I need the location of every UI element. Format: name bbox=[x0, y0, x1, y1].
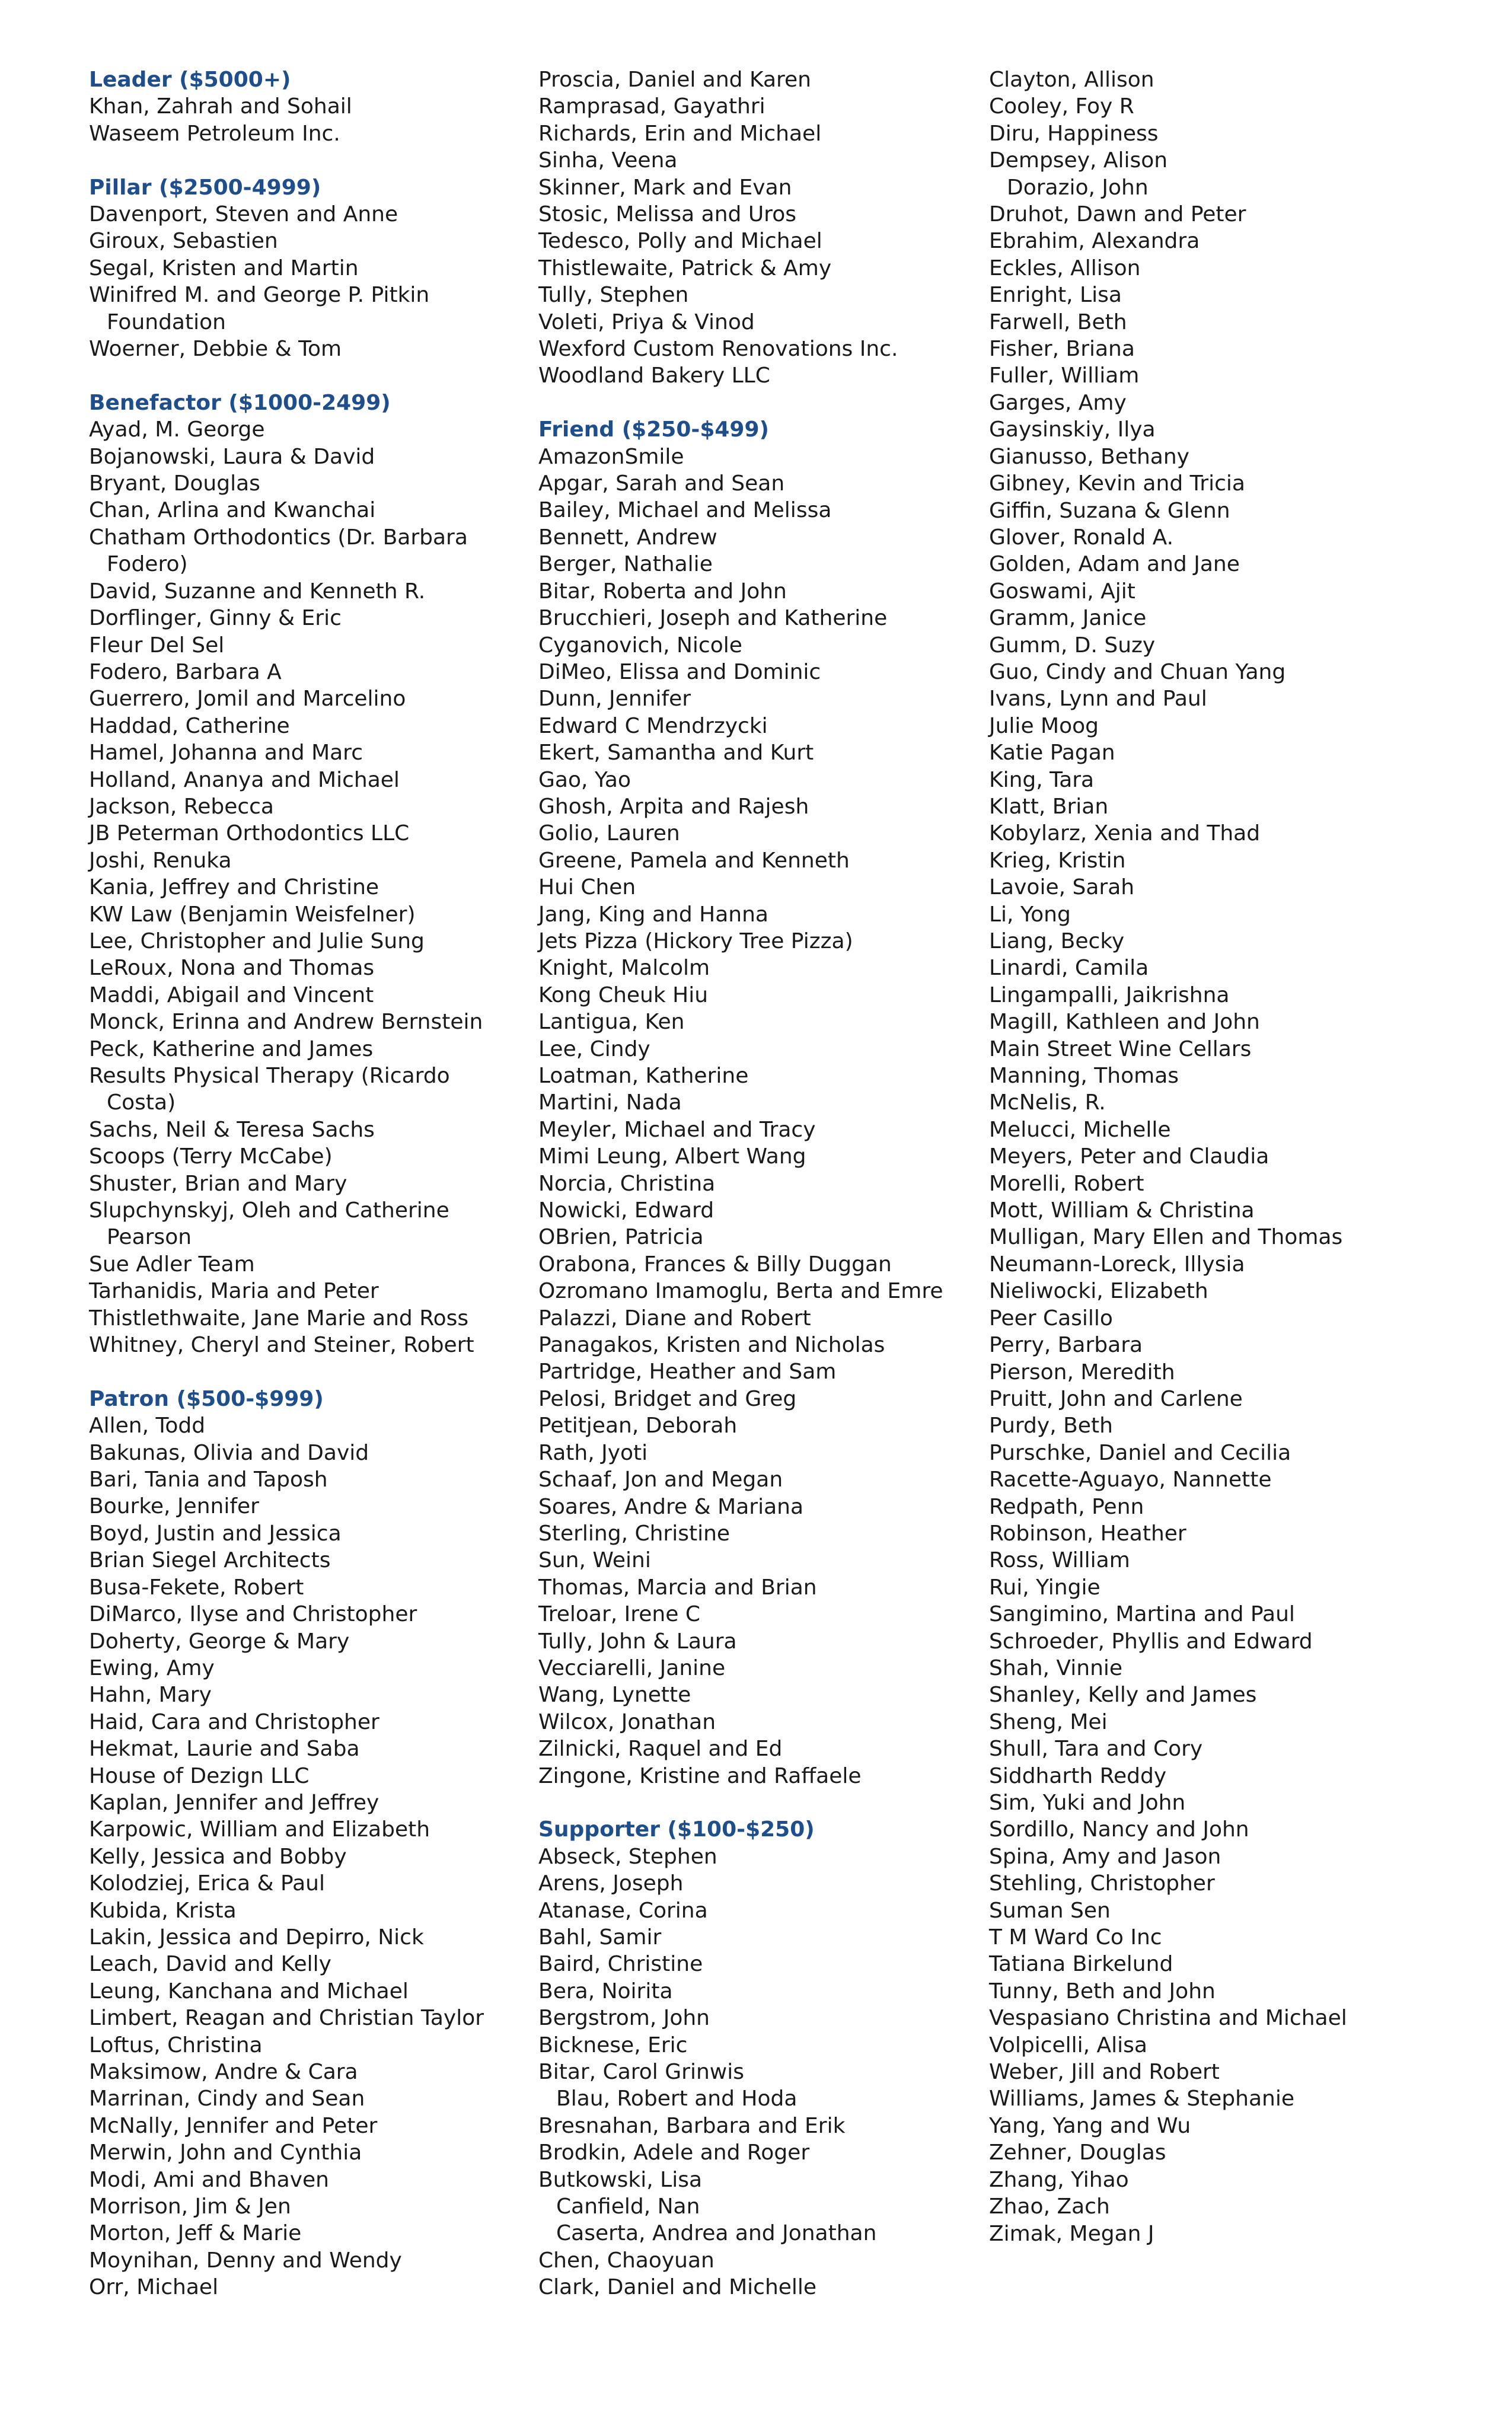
donor-entry: Lavoie, Sarah bbox=[989, 875, 1135, 900]
donor-section bbox=[89, 1386, 540, 2301]
donor-entry: Linardi, Camila bbox=[989, 956, 1149, 981]
donor-entry: Tully, John & Laura bbox=[538, 1629, 737, 1654]
donor-entry: Scoops (Terry McCabe) bbox=[89, 1144, 333, 1169]
donor-entry: Kobylarz, Xenia and Thad bbox=[989, 821, 1261, 846]
donor-entry: Kong Cheuk Hiu bbox=[538, 982, 709, 1007]
tier-heading: Pillar ($2500-4999) bbox=[89, 175, 321, 200]
donor-entry: Ghosh, Arpita and Rajesh bbox=[538, 794, 809, 819]
donor-entry: Loatman, Katherine bbox=[538, 1064, 749, 1089]
donor-entry: Clayton, Allison bbox=[989, 68, 1154, 92]
donor-entry: Manning, Thomas bbox=[989, 1064, 1179, 1089]
donor-entry: Guerrero, Jomil and Marcelino bbox=[89, 687, 406, 712]
donor-entry: Morton, Jeff & Marie bbox=[89, 2221, 302, 2246]
donor-entry: Sue Adler Team bbox=[89, 1252, 255, 1277]
donor-entry: Ekert, Samantha and Kurt bbox=[538, 741, 814, 765]
donor-entry: Gibney, Kevin and Tricia bbox=[989, 471, 1245, 496]
donor-entry: Jets Pizza (Hickory Tree Pizza) bbox=[538, 929, 853, 953]
donor-entry: Sun, Weini bbox=[538, 1548, 651, 1573]
donor-entry: Robinson, Heather bbox=[989, 1521, 1186, 1546]
donor-entry: David, Suzanne and Kenneth R. bbox=[89, 579, 426, 604]
donor-entry: Dempsey, Alison bbox=[989, 148, 1168, 173]
tier-heading: Supporter ($100-$250) bbox=[538, 1817, 815, 1842]
donor-entry: Schaaf, Jon and Megan bbox=[538, 1467, 783, 1492]
donor-entry: Bailey, Michael and Melissa bbox=[538, 498, 832, 523]
donor-entry: Zhao, Zach bbox=[989, 2194, 1110, 2219]
donor-entry: Lakin, Jessica and Depirro, Nick bbox=[89, 1925, 424, 1950]
donor-entry: Gao, Yao bbox=[538, 767, 631, 792]
donor-entry: Woodland Bakery LLC bbox=[538, 363, 770, 388]
donor-entry: Jackson, Rebecca bbox=[89, 794, 274, 819]
donor-entry: Perry, Barbara bbox=[989, 1333, 1143, 1358]
donor-entry: Magill, Kathleen and John bbox=[989, 1010, 1260, 1035]
donor-entry: Gaysinskiy, Ilya bbox=[989, 417, 1156, 442]
donor-entry: Sordillo, Nancy and John bbox=[989, 1817, 1249, 1842]
donor-entry: Sheng, Mei bbox=[989, 1709, 1108, 1734]
donor-entry: Joshi, Renuka bbox=[89, 848, 232, 873]
donor-entry: Leung, Kanchana and Michael bbox=[89, 1979, 409, 2004]
donor-entry: Abseck, Stephen bbox=[538, 1844, 717, 1869]
donor-entry: Ivans, Lynn and Paul bbox=[989, 687, 1207, 712]
donor-entry: Siddharth Reddy bbox=[989, 1763, 1167, 1788]
donor-entry: Costa) bbox=[107, 1090, 176, 1115]
donor-entry: Palazzi, Diane and Robert bbox=[538, 1306, 811, 1331]
donor-entry: Williams, James & Stephanie bbox=[989, 2087, 1295, 2111]
donor-entry: Ayad, M. George bbox=[89, 417, 265, 442]
donor-entry: Brian Siegel Architects bbox=[89, 1548, 331, 1573]
donor-entry: Chatham Orthodontics (Dr. Barbara bbox=[89, 525, 468, 550]
donor-entry: Busa-Fekete, Robert bbox=[89, 1575, 304, 1600]
donor-entry: Knight, Malcolm bbox=[538, 956, 710, 981]
donor-entry: Bresnahan, Barbara and Erik bbox=[538, 2113, 846, 2138]
donor-section bbox=[89, 66, 540, 147]
donor-entry: Bari, Tania and Taposh bbox=[89, 1467, 328, 1492]
donor-entry: Lee, Cindy bbox=[538, 1036, 650, 1061]
donor-entry: DiMeo, Elissa and Dominic bbox=[538, 659, 821, 684]
donor-entry: Bera, Noirita bbox=[538, 1979, 673, 2004]
donor-entry: Richards, Erin and Michael bbox=[538, 121, 822, 146]
donor-entry: Mimi Leung, Albert Wang bbox=[538, 1144, 806, 1169]
donor-entry: Meyler, Michael and Tracy bbox=[538, 1117, 816, 1142]
donor-entry: Pelosi, Bridget and Greg bbox=[538, 1386, 797, 1411]
donor-entry: Cooley, Foy R bbox=[989, 94, 1134, 119]
donor-entry: Shuster, Brian and Mary bbox=[89, 1171, 347, 1196]
donor-entry: Partridge, Heather and Sam bbox=[538, 1360, 837, 1384]
donor-entry: Davenport, Steven and Anne bbox=[89, 202, 398, 227]
donor-entry: Tunny, Beth and John bbox=[989, 1979, 1216, 2004]
donor-entry: Butkowski, Lisa bbox=[538, 2167, 703, 2192]
donor-entry: Volpicelli, Alisa bbox=[989, 2033, 1147, 2057]
donor-entry: Bicknese, Eric bbox=[538, 2033, 688, 2057]
donor-entry: Woerner, Debbie & Tom bbox=[89, 337, 342, 362]
donor-entry: Voleti, Priya & Vinod bbox=[538, 310, 755, 334]
donor-entry: Bakunas, Olivia and David bbox=[89, 1440, 369, 1465]
donor-entry: Baird, Christine bbox=[538, 1952, 703, 1977]
donor-entry: Tedesco, Polly and Michael bbox=[538, 229, 822, 254]
donor-entry: Shull, Tara and Cory bbox=[989, 1737, 1203, 1762]
donor-entry: Proscia, Daniel and Karen bbox=[538, 68, 811, 92]
donor-entry: Haid, Cara and Christopher bbox=[89, 1709, 379, 1734]
donor-section bbox=[538, 1816, 989, 2301]
donor-entry: Limbert, Reagan and Christian Taylor bbox=[89, 2006, 484, 2031]
donor-entry: Pierson, Meredith bbox=[989, 1360, 1175, 1384]
donor-entry: Ramprasad, Gayathri bbox=[538, 94, 765, 119]
donor-entry: Results Physical Therapy (Ricardo bbox=[89, 1064, 450, 1088]
donor-entry: Boyd, Justin and Jessica bbox=[89, 1521, 342, 1546]
donor-entry: Zingone, Kristine and Raffaele bbox=[538, 1763, 862, 1788]
donor-entry: Waseem Petroleum Inc. bbox=[89, 121, 340, 146]
donor-entry: Treloar, Irene C bbox=[538, 1602, 700, 1627]
donor-entry: Klatt, Brian bbox=[989, 794, 1109, 819]
donor-entry: Racette-Aguayo, Nannette bbox=[989, 1467, 1272, 1492]
donor-entry: Dunn, Jennifer bbox=[538, 687, 691, 712]
donor-entry: Lantigua, Ken bbox=[538, 1010, 685, 1035]
donor-entry: Morrison, Jim & Jen bbox=[89, 2194, 291, 2219]
donor-section bbox=[89, 390, 540, 1359]
donor-entry: Maddi, Abigail and Vincent bbox=[89, 982, 374, 1007]
donor-entry: Edward C Mendrzycki bbox=[538, 713, 768, 738]
donor-entry: Mulligan, Mary Ellen and Thomas bbox=[989, 1225, 1343, 1250]
donor-entry: Li, Yong bbox=[989, 902, 1071, 927]
donor-entry: Jang, King and Hanna bbox=[538, 902, 768, 927]
donor-entry: Hekmat, Laurie and Saba bbox=[89, 1737, 360, 1762]
column-3 bbox=[989, 66, 1440, 2247]
donor-entry: Karpowic, William and Elizabeth bbox=[89, 1817, 430, 1842]
donor-entry: Bryant, Douglas bbox=[89, 471, 260, 496]
donor-entry: Golden, Adam and Jane bbox=[989, 552, 1240, 577]
donor-entry: Fisher, Briana bbox=[989, 337, 1135, 362]
donor-entry: Hamel, Johanna and Marc bbox=[89, 741, 363, 765]
donor-entry: Bahl, Samir bbox=[538, 1925, 662, 1950]
donor-entry: Apgar, Sarah and Sean bbox=[538, 471, 785, 496]
tier-heading: Leader ($5000+) bbox=[89, 68, 291, 92]
donor-entry: Zehner, Douglas bbox=[989, 2140, 1166, 2165]
donor-entry: Khan, Zahrah and Sohail bbox=[89, 94, 352, 119]
donor-entry: Guo, Cindy and Chuan Yang bbox=[989, 659, 1286, 684]
donor-entry: Orr, Michael bbox=[89, 2275, 219, 2300]
donor-entry: Kolodziej, Erica & Paul bbox=[89, 1871, 325, 1896]
donor-entry: Garges, Amy bbox=[989, 390, 1127, 415]
donor-entry: Shanley, Kelly and James bbox=[989, 1683, 1257, 1708]
donor-entry: Clark, Daniel and Michelle bbox=[538, 2275, 817, 2300]
donor-entry: Morelli, Robert bbox=[989, 1171, 1144, 1196]
donor-entry: House of Dezign LLC bbox=[89, 1763, 310, 1788]
donor-entry: Sim, Yuki and John bbox=[989, 1791, 1186, 1815]
donor-entry: Whitney, Cheryl and Steiner, Robert bbox=[89, 1333, 474, 1358]
donor-entry: Ebrahim, Alexandra bbox=[989, 229, 1200, 254]
donor-entry: Atanase, Corina bbox=[538, 1898, 708, 1923]
donor-entry: Zhang, Yihao bbox=[989, 2167, 1129, 2192]
donor-entry: Tarhanidis, Maria and Peter bbox=[89, 1279, 379, 1304]
column-2 bbox=[538, 66, 989, 2301]
donor-entry: Druhot, Dawn and Peter bbox=[989, 202, 1246, 227]
donor-entry: Meyers, Peter and Claudia bbox=[989, 1144, 1269, 1169]
donor-entry: Thistlethwaite, Jane Marie and Ross bbox=[89, 1306, 469, 1331]
donor-entry: Purschke, Daniel and Cecilia bbox=[989, 1440, 1291, 1465]
donor-entry: Spina, Amy and Jason bbox=[989, 1844, 1221, 1869]
donor-entry: Greene, Pamela and Kenneth bbox=[538, 848, 850, 873]
donor-entry: Holland, Ananya and Michael bbox=[89, 767, 400, 792]
donor-entry: Golio, Lauren bbox=[538, 821, 680, 846]
donor-entry: McNally, Jennifer and Peter bbox=[89, 2113, 378, 2138]
donor-entry: Giffin, Suzana & Glenn bbox=[989, 498, 1230, 523]
donor-entry: Sangimino, Martina and Paul bbox=[989, 1602, 1295, 1627]
donor-entry: Modi, Ami and Bhaven bbox=[89, 2167, 329, 2192]
donor-entry: Fleur Del Sel bbox=[89, 633, 225, 658]
donor-entry: Arens, Joseph bbox=[538, 1871, 684, 1896]
donor-entry: Kaplan, Jennifer and Jeffrey bbox=[89, 1790, 379, 1815]
donor-entry: King, Tara bbox=[989, 767, 1095, 792]
donor-entry: Suman Sen bbox=[989, 1898, 1111, 1923]
donor-entry: Enright, Lisa bbox=[989, 283, 1122, 308]
donor-entry: Rath, Jyoti bbox=[538, 1440, 648, 1465]
donor-section bbox=[538, 416, 989, 1789]
donor-entry: Ewing, Amy bbox=[89, 1655, 215, 1680]
donor-entry: Sinha, Veena bbox=[538, 148, 678, 173]
donor-entry: Winifred M. and George P. Pitkin bbox=[89, 283, 430, 308]
donor-entry: Kelly, Jessica and Bobby bbox=[89, 1844, 347, 1869]
donor-entry: Marrinan, Cindy and Sean bbox=[89, 2087, 365, 2111]
donor-entry: Lee, Christopher and Julie Sung bbox=[89, 929, 425, 953]
donor-entry: Goswami, Ajit bbox=[989, 579, 1135, 604]
donor-entry: Nieliwocki, Elizabeth bbox=[989, 1279, 1208, 1304]
donor-entry: Lingampalli, Jaikrishna bbox=[989, 982, 1230, 1007]
tier-heading: Friend ($250-$499) bbox=[538, 417, 769, 442]
donor-entry: Farwell, Beth bbox=[989, 310, 1127, 334]
donor-entry: Brodkin, Adele and Roger bbox=[538, 2140, 810, 2165]
donor-entry: Slupchynskyj, Oleh and Catherine bbox=[89, 1198, 449, 1223]
donor-entry: Bennett, Andrew bbox=[538, 525, 717, 550]
donor-entry: Giroux, Sebastien bbox=[89, 229, 278, 254]
donor-entry: Chen, Chaoyuan bbox=[538, 2248, 714, 2273]
donor-entry: Fodero) bbox=[107, 552, 188, 577]
donor-entry: Redpath, Penn bbox=[989, 1494, 1144, 1519]
donor-entry: Fuller, William bbox=[989, 363, 1140, 388]
donor-entry: KW Law (Benjamin Weisfelner) bbox=[89, 902, 416, 927]
donor-entry: Kubida, Krista bbox=[89, 1898, 237, 1923]
donor-entry: Pruitt, John and Carlene bbox=[989, 1386, 1243, 1411]
donor-entry: Weber, Jill and Robert bbox=[989, 2060, 1220, 2085]
donor-entry: Merwin, John and Cynthia bbox=[89, 2140, 362, 2165]
donor-entry: Pearson bbox=[107, 1225, 192, 1250]
donor-entry: Sachs, Neil & Teresa Sachs bbox=[89, 1117, 375, 1142]
tier-heading: Patron ($500-$999) bbox=[89, 1386, 324, 1411]
donor-entry: OBrien, Patricia bbox=[538, 1225, 704, 1250]
donor-entry: Tully, Stephen bbox=[538, 283, 689, 308]
donor-entry: Thomas, Marcia and Brian bbox=[538, 1575, 817, 1600]
donor-entry: Petitjean, Deborah bbox=[538, 1414, 738, 1438]
tier-heading: Benefactor ($1000-2499) bbox=[89, 390, 391, 415]
donor-entry: Stehling, Christopher bbox=[989, 1871, 1215, 1896]
donor-entry: Mott, William & Christina bbox=[989, 1198, 1255, 1223]
donor-entry: Dorazio, John bbox=[1007, 175, 1149, 200]
donor-entry: Sterling, Christine bbox=[538, 1521, 731, 1546]
donor-entry: Soares, Andre & Mariana bbox=[538, 1494, 804, 1519]
donor-entry: Kania, Jeffrey and Christine bbox=[89, 875, 379, 900]
donor-entry: Purdy, Beth bbox=[989, 1414, 1113, 1438]
donor-entry: Wexford Custom Renovations Inc. bbox=[538, 337, 898, 362]
donor-entry: Ozromano Imamoglu, Berta and Emre bbox=[538, 1279, 943, 1304]
donor-entry: JB Peterman Orthodontics LLC bbox=[89, 821, 410, 846]
donor-entry: Moynihan, Denny and Wendy bbox=[89, 2248, 402, 2273]
donor-entry: Vespasiano Christina and Michael bbox=[989, 2006, 1347, 2031]
donor-entry: Leach, David and Kelly bbox=[89, 1952, 331, 1977]
donor-entry: AmazonSmile bbox=[538, 444, 684, 469]
donor-entry: Bergstrom, John bbox=[538, 2006, 710, 2031]
donor-entry: Wilcox, Jonathan bbox=[538, 1709, 716, 1734]
donor-entry: Julie Moog bbox=[989, 713, 1099, 738]
donor-entry: Foundation bbox=[107, 310, 226, 334]
donor-entry: Main Street Wine Cellars bbox=[989, 1036, 1252, 1061]
donor-entry: T M Ward Co Inc bbox=[989, 1925, 1162, 1950]
donor-entry: Nowicki, Edward bbox=[538, 1198, 714, 1223]
donor-entry: DiMarco, Ilyse and Christopher bbox=[89, 1602, 417, 1627]
donor-entry: Monck, Erinna and Andrew Bernstein bbox=[89, 1010, 483, 1035]
donor-entry: Maksimow, Andre & Cara bbox=[89, 2060, 358, 2085]
donor-entry: Fodero, Barbara A bbox=[89, 659, 282, 684]
donor-entry: Bourke, Jennifer bbox=[89, 1494, 259, 1519]
donor-entry: Katie Pagan bbox=[989, 741, 1115, 765]
donor-entry: Schroeder, Phyllis and Edward bbox=[989, 1629, 1313, 1654]
donor-entry: Krieg, Kristin bbox=[989, 848, 1126, 873]
donor-entry: Diru, Happiness bbox=[989, 121, 1159, 146]
donor-entry: Stosic, Melissa and Uros bbox=[538, 202, 796, 227]
donor-entry: Orabona, Frances & Billy Duggan bbox=[538, 1252, 892, 1277]
donor-entry: Cyganovich, Nicole bbox=[538, 633, 742, 658]
donor-entry: Hahn, Mary bbox=[89, 1683, 212, 1708]
donor-entry: Thistlewaite, Patrick & Amy bbox=[538, 256, 832, 280]
donor-entry: Doherty, George & Mary bbox=[89, 1629, 350, 1654]
donor-entry: Chan, Arlina and Kwanchai bbox=[89, 498, 376, 523]
donor-entry: Eckles, Allison bbox=[989, 256, 1141, 280]
donor-entry: Gianusso, Bethany bbox=[989, 444, 1189, 469]
donor-entry: Peck, Katherine and James bbox=[89, 1036, 374, 1061]
donor-section bbox=[89, 174, 540, 363]
donor-entry: LeRoux, Nona and Thomas bbox=[89, 956, 375, 981]
donor-entry: Norcia, Christina bbox=[538, 1171, 716, 1196]
donor-entry: Blau, Robert and Hoda bbox=[556, 2087, 798, 2111]
donor-entry: Haddad, Catherine bbox=[89, 713, 290, 738]
donor-entry: Allen, Todd bbox=[89, 1414, 206, 1438]
donor-entry: Rui, Yingie bbox=[989, 1575, 1100, 1600]
donor-entry: Shah, Vinnie bbox=[989, 1655, 1123, 1680]
donor-entry: Berger, Nathalie bbox=[538, 552, 713, 577]
donor-entry: Gramm, Janice bbox=[989, 606, 1147, 631]
donor-entry: Liang, Becky bbox=[989, 929, 1125, 953]
donor-entry: Gumm, D. Suzy bbox=[989, 633, 1156, 658]
donor-entry: Brucchieri, Joseph and Katherine bbox=[538, 606, 888, 631]
column-1 bbox=[89, 66, 540, 2301]
donor-entry: Vecciarelli, Janine bbox=[538, 1655, 726, 1680]
donor-entry: Tatiana Birkelund bbox=[989, 1952, 1173, 1977]
donor-entry: Loftus, Christina bbox=[89, 2033, 263, 2057]
donor-entry: Bitar, Carol Grinwis bbox=[538, 2060, 744, 2085]
donor-entry: Skinner, Mark and Evan bbox=[538, 175, 792, 200]
donor-entry: Zimak, Megan J bbox=[989, 2221, 1154, 2246]
donor-entry: Canfield, Nan bbox=[556, 2194, 700, 2219]
donor-entry: Dorflinger, Ginny & Eric bbox=[89, 606, 342, 631]
donor-entry: Glover, Ronald A. bbox=[989, 525, 1174, 550]
donor-entry: Ross, William bbox=[989, 1548, 1130, 1573]
donor-entry: Wang, Lynette bbox=[538, 1683, 691, 1708]
donor-entry: Bitar, Roberta and John bbox=[538, 579, 787, 604]
donor-section bbox=[538, 66, 989, 390]
donor-entry: Zilnicki, Raquel and Ed bbox=[538, 1737, 783, 1762]
donor-entry: Panagakos, Kristen and Nicholas bbox=[538, 1333, 885, 1358]
donor-entry: Martini, Nada bbox=[538, 1090, 682, 1115]
donor-entry: Melucci, Michelle bbox=[989, 1117, 1171, 1142]
donor-entry: McNelis, R. bbox=[989, 1090, 1106, 1115]
donor-entry: Bojanowski, Laura & David bbox=[89, 444, 375, 469]
donor-entry: Neumann-Loreck, Illysia bbox=[989, 1252, 1245, 1277]
donor-entry: Segal, Kristen and Martin bbox=[89, 256, 359, 280]
donor-section bbox=[989, 66, 1440, 2247]
donor-entry: Hui Chen bbox=[538, 875, 636, 900]
donor-entry: Caserta, Andrea and Jonathan bbox=[556, 2221, 877, 2246]
donor-entry: Peer Casillo bbox=[989, 1306, 1113, 1331]
donor-entry: Yang, Yang and Wu bbox=[989, 2113, 1191, 2138]
